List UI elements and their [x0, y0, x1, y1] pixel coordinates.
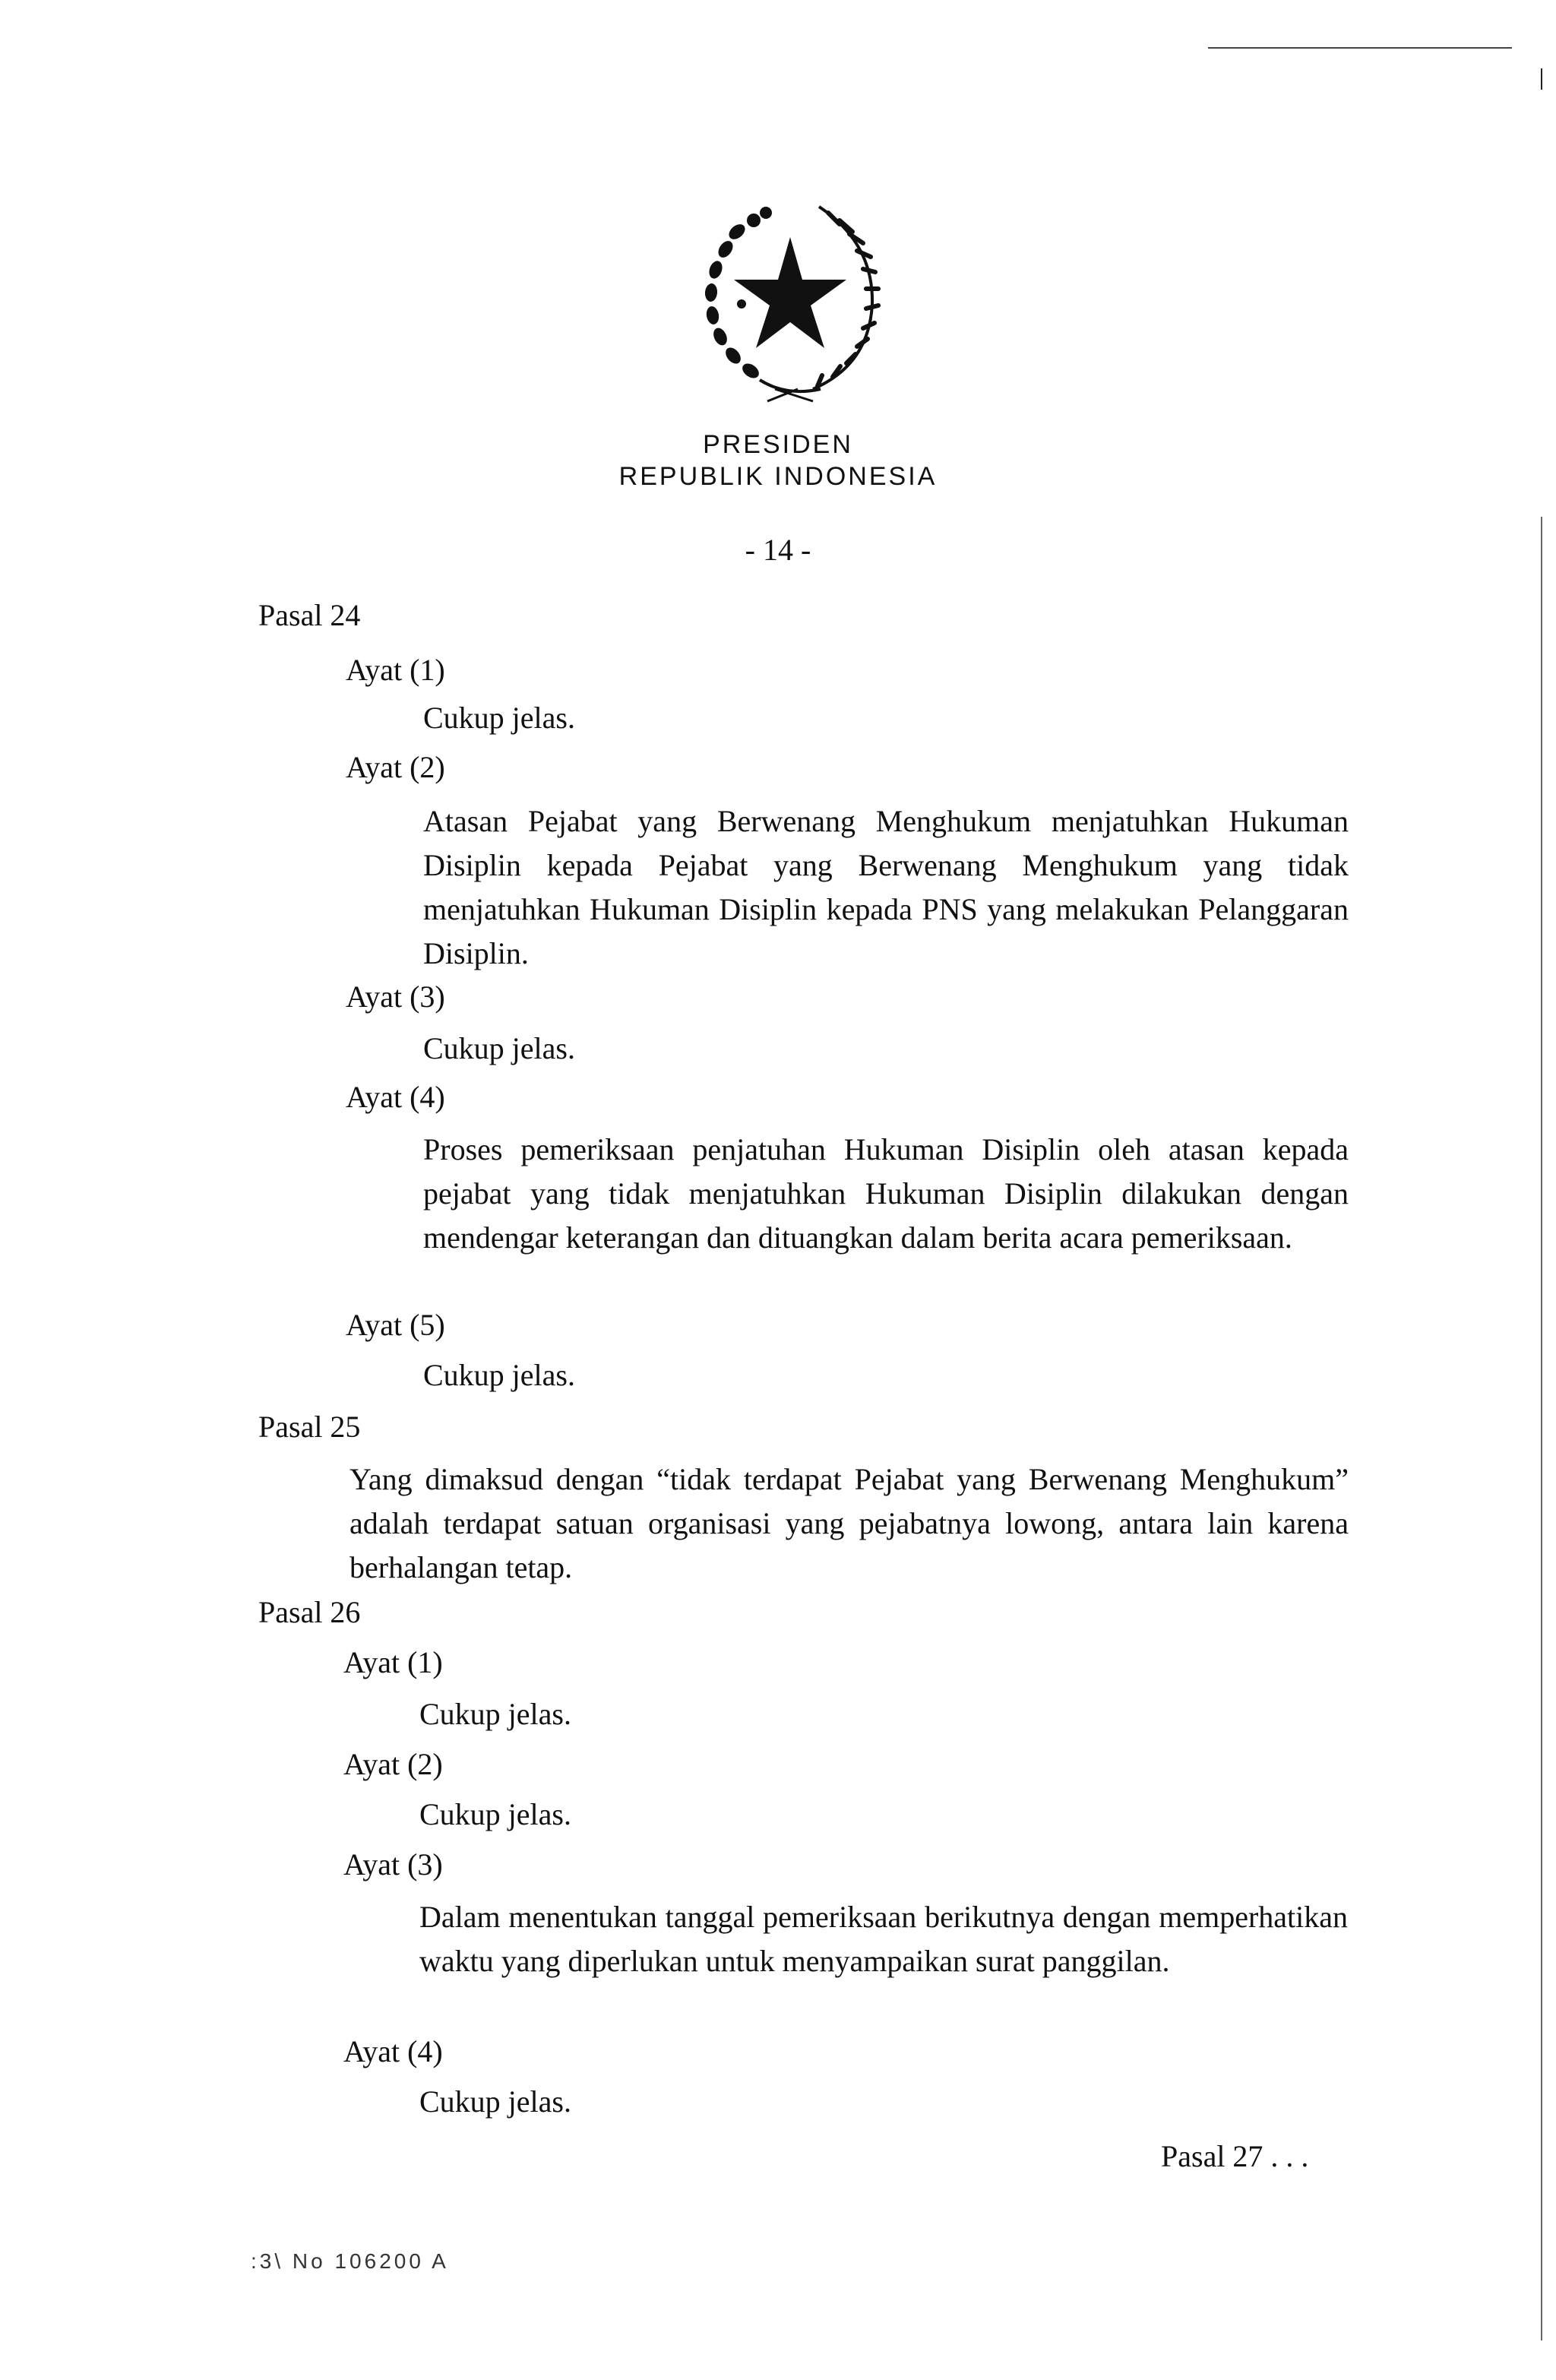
pasal-24-title: Pasal 24: [258, 598, 361, 632]
pasal-26-ayat-1-text: Cukup jelas.: [419, 1697, 571, 1731]
scan-artifact-line: [1208, 47, 1512, 49]
pasal-24-ayat-4-text: Proses pemeriksaan penjatuhan Hukuman Disiplin oleh atasan kepada pejabat yang tidak menjatuhkan Hukuman Disiplin dilakukan dengan mendengar keterangan dan dituangkan dalam berita acara pemeriksaan.: [423, 1132, 1349, 1255]
pasal-24-ayat-2-label: Ayat (2): [346, 750, 445, 784]
pasal-26-ayat-2-text: Cukup jelas.: [419, 1797, 571, 1831]
presidential-emblem-icon: [684, 190, 897, 410]
pasal-24-ayat-1-text: Cukup jelas.: [423, 701, 575, 735]
document-footer-code: :3\ No 106200 A: [251, 2249, 449, 2273]
pasal-24-ayat-5-label: Ayat (5): [346, 1308, 445, 1342]
pasal-25-text: Yang dimaksud dengan “tidak terdapat Pejabat yang Berwenang Menghukum” adalah terdapat satuan organisasi yang pejabatnya lowong, antara lain karena berhalangan tetap.: [349, 1462, 1349, 1584]
scan-artifact-tick: [1541, 68, 1542, 90]
letterhead-presiden: PRESIDEN: [703, 430, 853, 459]
pasal-24-ayat-1-label: Ayat (1): [346, 653, 445, 687]
next-page-catchword: Pasal 27 . . .: [1161, 2139, 1309, 2173]
page-number: - 14 -: [745, 533, 811, 567]
pasal-26-ayat-3-text: Dalam menentukan tanggal pemeriksaan berikutnya dengan memperhatikan waktu yang diperlukan untuk menyampaikan surat panggilan.: [419, 1900, 1348, 1978]
pasal-24-ayat-2-text: Atasan Pejabat yang Berwenang Menghukum menjatuhkan Hukuman Disiplin kepada Pejabat yang Berwenang Menghukum yang tidak menjatuhkan Hukuman Disiplin kepada PNS yang melakukan Pelanggaran Disiplin.: [423, 804, 1349, 970]
pasal-26-ayat-4-text: Cukup jelas.: [419, 2084, 571, 2119]
pasal-26-ayat-4-label: Ayat (4): [343, 2034, 443, 2068]
letterhead-republik-indonesia: REPUBLIK INDONESIA: [618, 462, 938, 491]
scan-artifact-edge: [1541, 517, 1542, 2340]
pasal-25-title: Pasal 25: [258, 1410, 361, 1444]
pasal-24-ayat-5-text: Cukup jelas.: [423, 1358, 575, 1392]
pasal-24-ayat-3-label: Ayat (3): [346, 980, 445, 1014]
pasal-24-ayat-4-label: Ayat (4): [346, 1080, 445, 1114]
pasal-26-ayat-2-label: Ayat (2): [343, 1747, 443, 1781]
pasal-26-title: Pasal 26: [258, 1595, 361, 1629]
pasal-26-ayat-1-label: Ayat (1): [343, 1645, 443, 1679]
pasal-26-ayat-3-label: Ayat (3): [343, 1847, 443, 1882]
pasal-24-ayat-3-text: Cukup jelas.: [423, 1031, 575, 1065]
